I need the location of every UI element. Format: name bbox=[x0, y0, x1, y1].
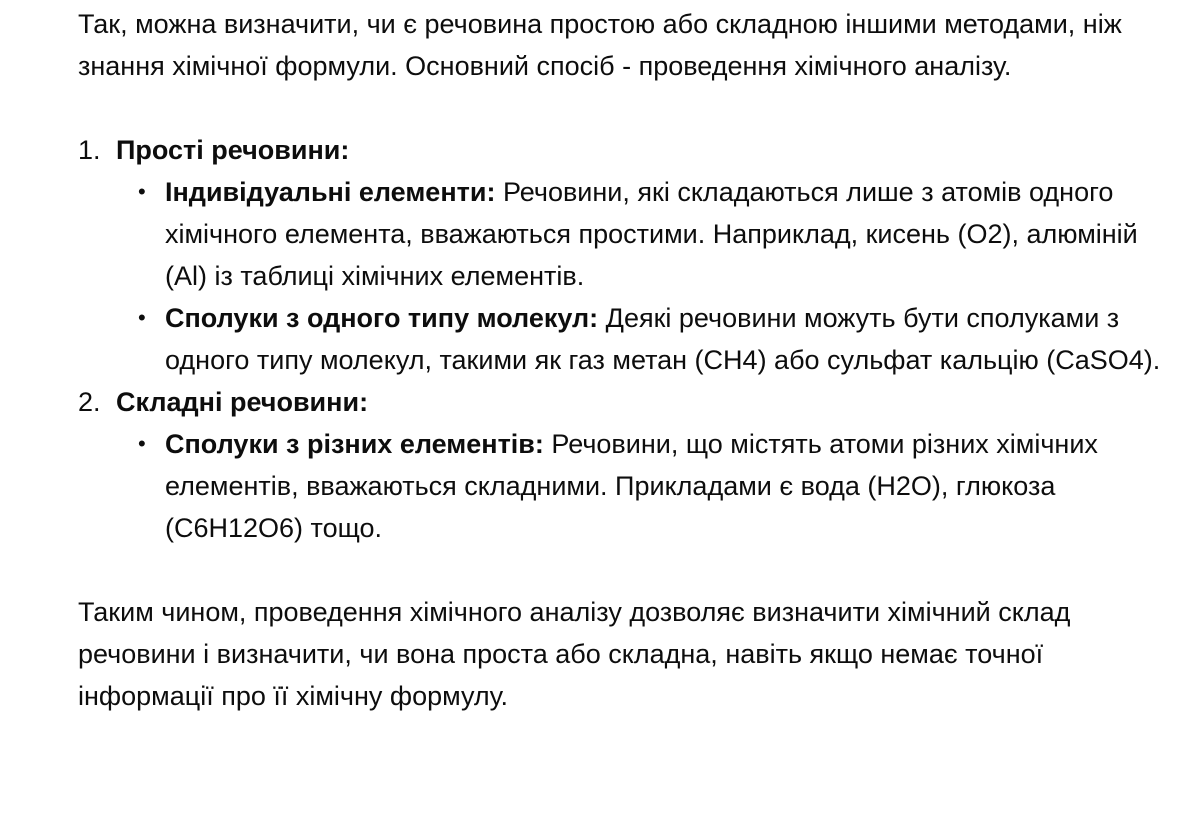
bullet-term: Сполуки з одного типу молекул: bbox=[165, 303, 599, 333]
bullet-item bbox=[116, 423, 1178, 549]
bullet-list bbox=[116, 171, 1178, 381]
section-title: Складні речовини: bbox=[116, 387, 369, 417]
bullet-text: Речовини, які складаються лише з атомів одного хімічного елемента, вважаються простими. Наприклад, кисень (O2), алюміній (Al) із таблиці хімічних елементів. bbox=[165, 177, 1138, 291]
bullet-dot-icon: • bbox=[138, 179, 146, 204]
bullet-term: Індивідуальні елементи: bbox=[165, 177, 496, 207]
bullet-dot-icon: • bbox=[138, 431, 146, 456]
section-title: Прості речовини: bbox=[116, 135, 350, 165]
bullet-item bbox=[116, 297, 1178, 381]
list-item-simple-substances bbox=[78, 129, 1178, 381]
list-number: 2. bbox=[78, 387, 101, 417]
bullet-item bbox=[116, 171, 1178, 297]
bullet-text: Деякі речовини можуть бути сполуками з одного типу молекул, такими як газ метан (CH4) або сульфат кальцію (CaSO4). bbox=[165, 303, 1161, 375]
list-item-complex-substances bbox=[78, 381, 1178, 549]
outro-paragraph: Таким чином, проведення хімічного аналізу дозволяє визначити хімічний склад речовини і визначити, чи вона проста або складна, навіть якщо немає точної інформації про її хімічну формулу. bbox=[78, 597, 1071, 711]
numbered-list bbox=[78, 129, 1178, 549]
bullet-list bbox=[116, 423, 1178, 549]
list-number: 1. bbox=[78, 135, 101, 165]
intro-paragraph: Так, можна визначити, чи є речовина простою або складною іншими методами, ніж знання хімічної формули. Основний спосіб - проведення хімічного аналізу. bbox=[78, 9, 1122, 81]
bullet-term: Сполуки з різних елементів: bbox=[165, 429, 544, 459]
bullet-text: Речовини, що містять атоми різних хімічних елементів, вважаються складними. Прикладами є вода (H2O), глюкоза (C6H12O6) тощо. bbox=[165, 429, 1098, 543]
bullet-dot-icon: • bbox=[138, 305, 146, 330]
answer-content bbox=[78, 3, 1178, 717]
